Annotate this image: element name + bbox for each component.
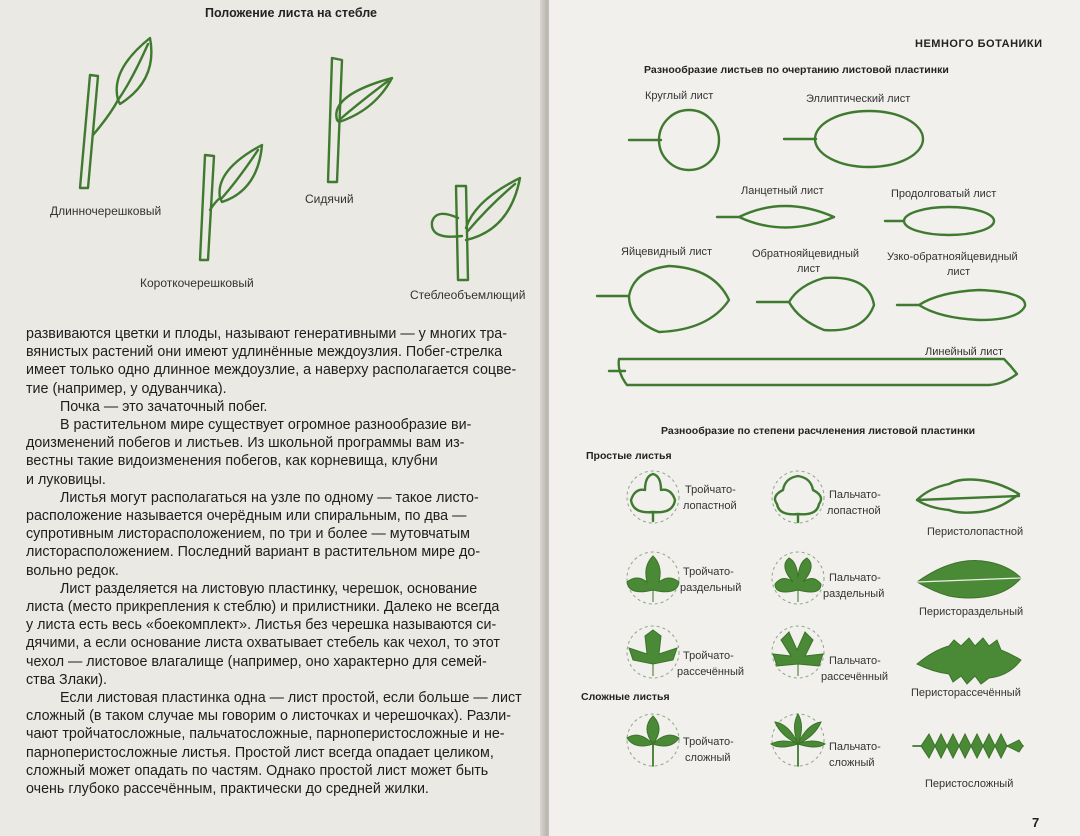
label-trilobate-2: лопастной (683, 500, 737, 512)
text-line: ства Злаки). (26, 671, 107, 688)
label-linear-leaf: Линейный лист (925, 346, 1003, 358)
label-pinnlobate: Перистолопастной (927, 526, 1024, 538)
label-pinncomp: Перистосложный (925, 778, 1014, 790)
text-line: супротивным листорасположением, по три и более — мутовчатым (26, 526, 470, 543)
text-line: парноперистосложные листья. Простой лист всегда опадает целиком, (26, 744, 494, 761)
long-petiole-leaf-illustration (0, 0, 546, 320)
label-long-petiole: Длинночерешковый (50, 204, 162, 218)
label-palmcomp-2: сложный (829, 757, 875, 769)
text-line: доизменений побегов и листьев. Из школьной программы вам из- (26, 435, 465, 452)
left-page-title: Положение листа на стебле (205, 6, 377, 20)
section-shape-title: Разнообразие листьев по очертанию листовой пластинки (644, 64, 949, 76)
label-pinnparted: Перистораздельный (919, 606, 1024, 618)
text-line: тие (например, у одуванчика). (26, 380, 227, 397)
section-division-title: Разнообразие по степени расчленения листовой пластинки (661, 425, 976, 437)
text-line: вольно редок. (26, 562, 119, 579)
text-line: чехол — листовое влагалище (например, оно характерно для семей- (26, 653, 487, 670)
label-palmsect-2: рассечённый (821, 671, 889, 683)
label-palmlobate: Пальчато- (829, 489, 881, 501)
text-line: вянистых растений они имеют удлинённые междоузлия. Побег-стрелка (26, 344, 503, 361)
label-trisect: Тройчато- (683, 650, 734, 662)
text-line: чают тройчатосложные, пальчатосложные, парноперистосложные и не- (26, 726, 505, 743)
label-pinnsect: Перисторассечённый (911, 687, 1021, 699)
text-line: вестны такие видоизменения побегов, как корневища, клубни (26, 453, 438, 470)
label-palmparted-2: раздельный (823, 588, 885, 600)
label-lanceolate-leaf: Ланцетный лист (741, 185, 824, 197)
text-line: сложный (в таком случае мы говорим о листочках и черешочках). Разли- (26, 708, 512, 725)
label-triparted: Тройчато- (683, 566, 734, 578)
left-page-body-text (26, 325, 531, 798)
label-tricomp-2: сложный (685, 752, 731, 764)
label-ovate-leaf: Яйцевидный лист (621, 246, 713, 258)
label-palmcomp: Пальчато- (829, 741, 881, 753)
text-line: Листья могут располагаться на узле по одному — такое листо- (60, 489, 479, 506)
label-obovate-leaf-2: лист (797, 263, 821, 275)
leaf-division-illustration (549, 0, 1080, 836)
label-sessile: Сидячий (305, 192, 354, 206)
label-tricomp: Тройчато- (683, 736, 734, 748)
page-number: 7 (1032, 815, 1040, 830)
text-line: у листа есть весь «боекомплект». Листья без черешка называются си- (26, 617, 497, 634)
text-line: расположение называется очерёдным или спиральным, по два — (26, 508, 467, 525)
simple-leaves-title: Простые листья (586, 450, 672, 462)
label-elliptic-leaf: Эллиптический лист (806, 93, 911, 105)
running-head: НЕМНОГО БОТАНИКИ (915, 38, 1043, 50)
label-trisect-2: рассечённый (677, 666, 745, 678)
label-obovate-leaf: Обратнояйцевидный (752, 248, 860, 260)
label-palmlobate-2: лопастной (827, 505, 881, 517)
text-line: очень глубоко рассечённым, практически до средней жилки. (26, 781, 429, 798)
compound-leaves-title: Сложные листья (581, 691, 670, 703)
text-line: листа (место прикрепления к стеблю) и прилистники. Далеко не всегда (26, 599, 500, 616)
label-clasping: Стеблеобъемлющий (410, 288, 526, 302)
text-line: В растительном мире существует огромное разнообразие ви- (60, 417, 472, 434)
text-line: развиваются цветки и плоды, называют генеративными — у многих тра- (26, 326, 507, 342)
label-palmparted: Пальчато- (829, 572, 881, 584)
label-short-petiole: Короткочерешковый (140, 276, 254, 290)
text-line: листорасположением. Последний вариант в растительном мире до- (26, 544, 481, 561)
text-line: Почка — это зачаточный побег. (60, 398, 268, 415)
text-line: Если листовая пластинка одна — лист простой, если больше — лист (60, 690, 522, 707)
label-oblong-leaf: Продолговатый лист (891, 188, 997, 200)
label-round-leaf: Круглый лист (645, 90, 714, 102)
text-line: Лист разделяется на листовую пластинку, черешок, основание (60, 580, 478, 597)
text-line: сложный может опадать по частям. Однако простой лист может быть (26, 762, 489, 779)
label-narrow-obovate-leaf: Узко-обратнояйцевидный (887, 251, 1018, 263)
label-narrow-obovate-leaf-2: лист (947, 266, 971, 278)
label-palmsect: Пальчато- (829, 655, 881, 667)
text-line: имеет только одно длинное междоузлие, а наверху располагается соцве- (26, 362, 517, 379)
text-line: дячими, а если основание листа охватывает стебель как чехол, то этот (26, 635, 500, 652)
text-line: и луковицы. (26, 471, 106, 488)
label-trilobate: Тройчато- (685, 484, 736, 496)
label-triparted-2: раздельный (680, 582, 742, 594)
right-page (549, 0, 1080, 836)
